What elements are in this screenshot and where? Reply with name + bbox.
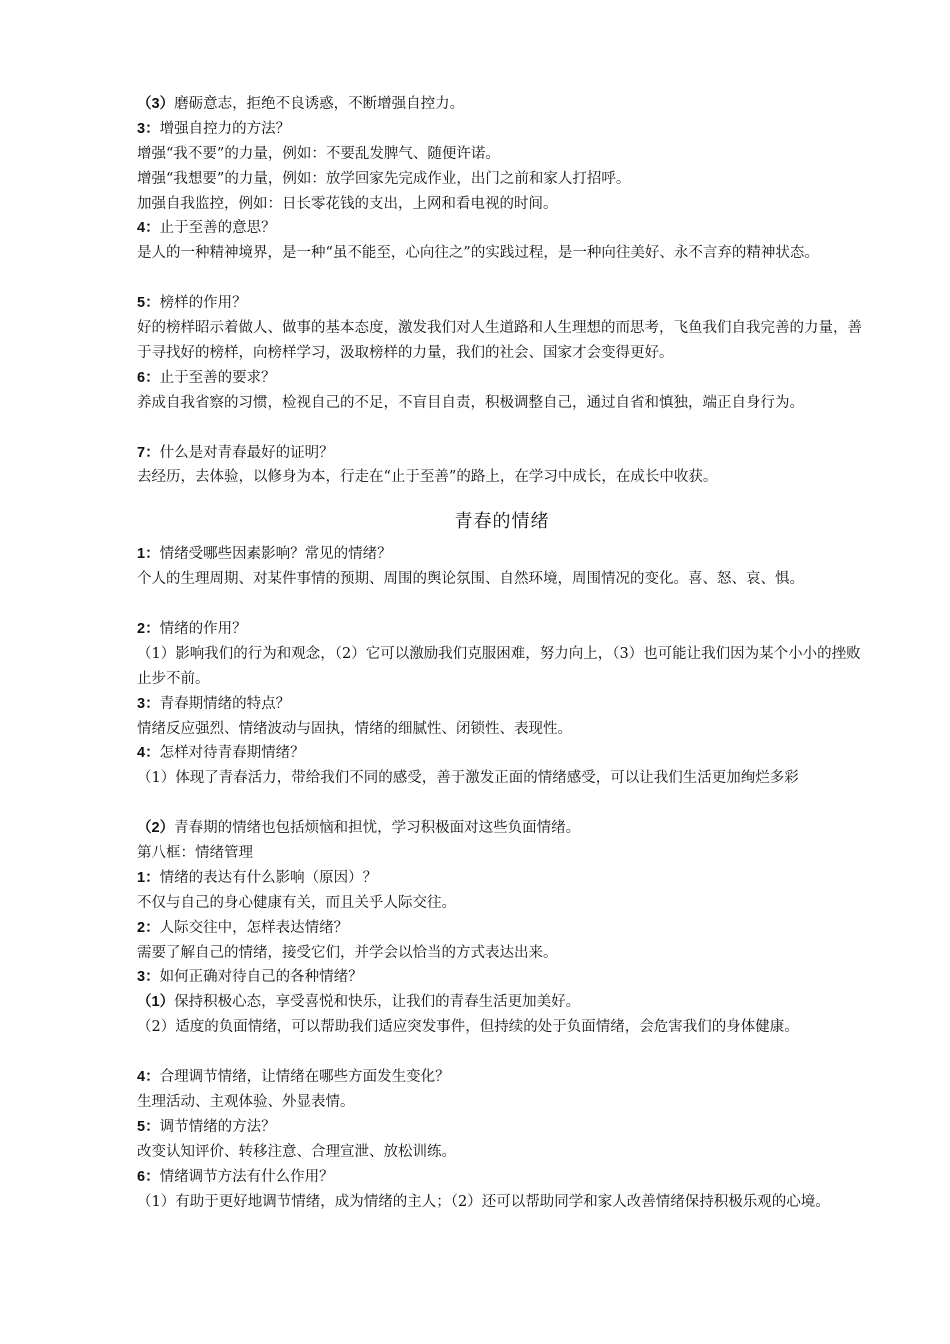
question: [137, 617, 867, 642]
item-text: （1）有助于更好地调节情绪，成为情绪的主人；（2）还可以帮助同学和家人改善情绪保持积极乐观的心境。: [137, 1193, 830, 1210]
item-text: 青春期的情绪也包括烦恼和担忧，学习积极面对这些负面情绪。: [174, 820, 581, 837]
item-number: 7：: [137, 444, 160, 461]
item-text: 去经历，去体验，以修身为本，行走在“止于至善”的路上，在学习中成长，在成长中收获。: [137, 469, 718, 486]
item-number: 5：: [137, 1118, 160, 1135]
question: [137, 866, 867, 891]
question: [137, 916, 867, 941]
item-number: 2：: [137, 919, 160, 936]
answer-text: [137, 316, 867, 366]
question: [137, 216, 867, 241]
item-number: 4：: [137, 745, 160, 762]
item-text: 合理调节情绪，让情绪在哪些方面发生变化？: [159, 1069, 450, 1086]
item-text: 情绪的表达有什么影响（原因）？: [159, 869, 378, 886]
item-text: 情绪调节方法有什么作用？: [159, 1168, 334, 1185]
item-text: 情绪反应强烈、情绪波动与固执，情绪的细腻性、闭锁性、表现性。: [137, 720, 572, 737]
item-text: 榜样的作用？: [159, 295, 247, 312]
question: [137, 1165, 867, 1190]
item-number: 4：: [137, 220, 160, 237]
item-text: 止于至善的意思？: [159, 220, 276, 237]
answer-text: [137, 391, 867, 441]
answer-text: [137, 717, 867, 742]
item-number: 1：: [137, 546, 160, 563]
answer-text: [137, 1015, 867, 1065]
item-number: （3）: [137, 96, 175, 112]
item-text: 情绪的作用？: [159, 620, 247, 637]
item-text: 增强自控力的方法？: [159, 120, 291, 137]
answer-text: [137, 1140, 867, 1165]
answer-text: [137, 142, 867, 167]
item-number: 3：: [137, 695, 160, 712]
answer-text: [137, 241, 867, 291]
section-emotions: [137, 542, 867, 1239]
item-number: 6：: [137, 369, 160, 386]
item-text: 好的榜样昭示着做人、做事的基本态度，激发我们对人生道路和人生理想的而思考，飞鱼我们自我完善的力量，善于寻找好的榜样，向榜样学习，汲取榜样的力量，我们的社会、国家才会变得更好。: [137, 320, 862, 361]
item-text: 不仅与自己的身心健康有关，而且关乎人际交往。: [137, 894, 456, 911]
item-number: 3：: [137, 120, 160, 137]
answer-text: [137, 1090, 867, 1115]
numbered-point: [137, 92, 867, 117]
item-text: 养成自我省察的习惯，检视自己的不足，不盲目自责，积极调整自己，通过自省和慎独，端正自身行为。: [137, 394, 804, 411]
item-number: 3：: [137, 969, 160, 986]
item-text: 调节情绪的方法？: [159, 1118, 276, 1135]
section-self-control: [137, 92, 867, 490]
answer-text: [137, 1190, 867, 1240]
answer-text: [137, 941, 867, 966]
question: [137, 741, 867, 766]
item-text: （1）体现了青春活力，带给我们不同的感受，善于激发正面的情绪感受，可以让我们生活更加绚烂多彩: [137, 770, 799, 787]
item-text: 磨砺意志，拒绝不良诱惑，不断增强自控力。: [174, 96, 465, 112]
question: [137, 366, 867, 391]
item-number: （2）: [137, 820, 175, 837]
item-text: 是人的一种精神境界，是一种“虽不能至，心向往之”的实践过程，是一种向往美好、永不言弃的精神状态。: [137, 245, 819, 262]
item-text: 改变认知评价、转移注意、合理宣泄、放松训练。: [137, 1143, 456, 1160]
item-text: 青春期情绪的特点？: [159, 695, 291, 712]
answer-text: [137, 841, 867, 866]
numbered-point: [137, 990, 867, 1015]
question: [137, 117, 867, 142]
question: [137, 441, 867, 466]
item-number: 2：: [137, 620, 160, 637]
item-text: 个人的生理周期、对某件事情的预期、周围的舆论氛围、自然环境，周围情况的变化。喜、怒、哀、惧。: [137, 571, 804, 588]
item-number: 5：: [137, 295, 160, 312]
item-text: 第八框：情绪管理: [137, 845, 253, 862]
item-text: 如何正确对待自己的各种情绪？: [159, 969, 363, 986]
item-text: 人际交往中，怎样表达情绪？: [159, 919, 349, 936]
item-text: （2）适度的负面情绪，可以帮助我们适应突发事件，但持续的处于负面情绪，会危害我们的身体健康。: [137, 1019, 799, 1036]
answer-text: [137, 167, 867, 192]
answer-text: [137, 192, 867, 217]
item-text: （1）影响我们的行为和观念，（2）它可以激励我们克服困难，努力向上，（3）也可能让我们因为某个小小的挫败止步不前。: [137, 645, 861, 687]
answer-text: [137, 766, 867, 816]
item-text: 加强自我监控，例如：日长零花钱的支出，上网和看电视的时间。: [137, 195, 558, 212]
answer-text: [137, 891, 867, 916]
item-text: 怎样对待青春期情绪？: [159, 745, 305, 762]
document-page: [137, 92, 867, 1239]
item-number: 1：: [137, 869, 160, 886]
item-number: 4：: [137, 1069, 160, 1086]
question: [137, 965, 867, 990]
question: [137, 291, 867, 316]
item-text: 生理活动、主观体验、外显表情。: [137, 1093, 355, 1110]
item-text: 止于至善的要求？: [159, 369, 276, 386]
item-text: 需要了解自己的情绪，接受它们，并学会以恰当的方式表达出来。: [137, 944, 558, 961]
item-text: 增强“我不要”的力量，例如：不要乱发脾气、随便许诺。: [137, 145, 500, 162]
question: [137, 542, 867, 567]
question: [137, 1115, 867, 1140]
answer-text: [137, 642, 867, 692]
item-text: 增强“我想要”的力量，例如：放学回家先完成作业，出门之前和家人打招呼。: [137, 170, 631, 187]
item-text: 保持积极心态，享受喜悦和快乐，让我们的青春生活更加美好。: [174, 994, 581, 1011]
item-text: 情绪受哪些因素影响？常见的情绪？: [159, 546, 392, 563]
numbered-point: [137, 816, 867, 841]
item-text: 什么是对青春最好的证明？: [159, 444, 334, 461]
question: [137, 692, 867, 717]
section-title: 青春的情绪: [454, 511, 550, 533]
answer-text: [137, 465, 867, 490]
question: [137, 1065, 867, 1090]
answer-text: [137, 567, 867, 617]
item-number: （1）: [137, 994, 175, 1011]
item-number: 6：: [137, 1168, 160, 1185]
